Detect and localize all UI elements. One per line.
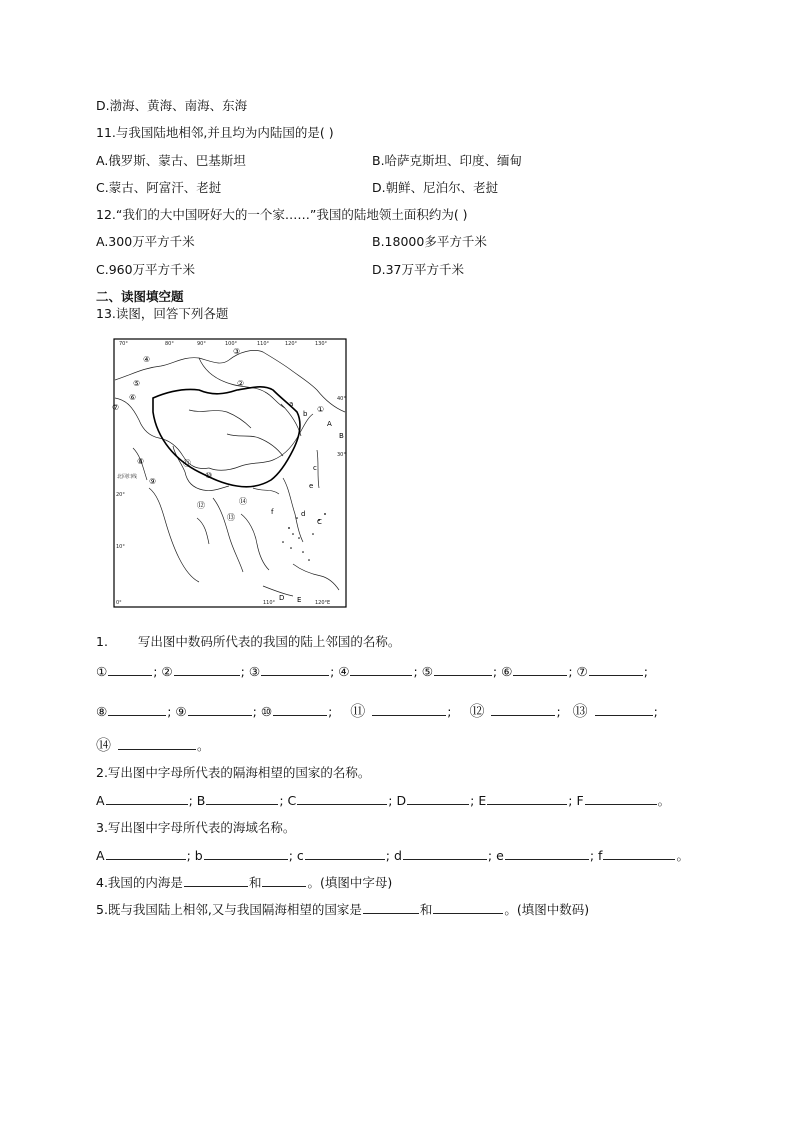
part1-row2 xyxy=(96,703,658,720)
map-letter-b: b xyxy=(303,410,308,418)
map-letter-e: e xyxy=(309,482,314,490)
deg-label: 10° xyxy=(116,544,125,550)
blank-label-D: D xyxy=(396,793,407,808)
answer-blank-sea-A[interactable] xyxy=(106,847,186,860)
map-label-1: ① xyxy=(317,405,325,414)
deg-label: 70° xyxy=(119,341,128,347)
blank-label-sea-d: d xyxy=(393,848,402,863)
blank-label-sea-b: b xyxy=(194,848,203,863)
blank-label-3: ③ xyxy=(248,664,261,679)
answer-blank-4[interactable] xyxy=(350,663,412,676)
q11-option-d: D.朝鲜、尼泊尔、老挝 xyxy=(372,180,499,195)
deg-label: 0° xyxy=(116,600,122,606)
separator: ; xyxy=(186,848,191,863)
deg-label: 40° xyxy=(337,396,346,402)
part1-number: 1. xyxy=(96,634,108,649)
blank-label-sea-f: f xyxy=(598,848,603,863)
deg-label: 110° xyxy=(257,341,270,347)
answer-blank-14[interactable] xyxy=(118,737,196,750)
part4-and: 和 xyxy=(248,875,262,890)
blank-label-B: B xyxy=(196,793,206,808)
deg-label: 120°E xyxy=(315,600,331,606)
part5-post: 。(填图中数码) xyxy=(504,902,590,917)
answer-blank-sea-b[interactable] xyxy=(204,847,288,860)
blank-label-7: ⑦ xyxy=(576,664,588,679)
separator: ; xyxy=(492,664,498,679)
answer-blank-12[interactable] xyxy=(491,703,555,716)
answer-blank-6[interactable] xyxy=(513,663,567,676)
separator: ; xyxy=(188,793,193,808)
answer-blank-C[interactable] xyxy=(297,792,387,805)
answer-blank-sea-f[interactable] xyxy=(603,847,675,860)
answer-blank-E[interactable] xyxy=(487,792,567,805)
map-letter-C: C xyxy=(317,518,322,526)
separator: ; xyxy=(288,848,293,863)
deg-label: 130° xyxy=(315,341,328,347)
q12-option-b: B.18000多平方千米 xyxy=(372,234,487,249)
blank-label-A: A xyxy=(96,793,105,808)
deg-label: 30° xyxy=(337,452,346,458)
map-letter-d: d xyxy=(301,510,306,518)
map-label-7: ⑦ xyxy=(112,403,120,412)
map-label-13: ⑬ xyxy=(227,513,235,522)
q13-part2-prompt: 2.写出图中字母所代表的隔海相望的国家的名称。 xyxy=(96,765,371,780)
section-title: 二、读图填空题 xyxy=(96,289,184,304)
q12-option-a: A.300万平方千米 xyxy=(96,234,195,249)
map-label-4: ④ xyxy=(143,355,151,364)
answer-blank-3[interactable] xyxy=(261,663,329,676)
map-letter-A: A xyxy=(327,420,332,428)
blank-label-E: E xyxy=(478,793,487,808)
map-label-9: ⑨ xyxy=(149,477,157,486)
part5-and: 和 xyxy=(419,902,433,917)
q11-option-c: C.蒙古、阿富汗、老挝 xyxy=(96,180,222,195)
separator: ; xyxy=(153,664,158,679)
q12-stem: 12.“我们的大中国呀好大的一个家……”我国的陆地领土面积约为( ) xyxy=(96,207,468,222)
separator: ; xyxy=(556,704,561,719)
map-label-11: ⑪ xyxy=(183,459,191,468)
period: 。 xyxy=(197,738,210,753)
map-label-5: ⑤ xyxy=(133,379,141,388)
blank-label-13: ⑬ xyxy=(572,702,588,720)
deg-label: 100° xyxy=(225,341,238,347)
map-letter-c: c xyxy=(313,464,317,472)
deg-label: 20° xyxy=(116,492,125,498)
separator: ; xyxy=(385,848,390,863)
asia-neighbors-map xyxy=(113,338,347,608)
map-label-12: ⑫ xyxy=(197,501,205,510)
deg-label: 120° xyxy=(285,341,298,347)
separator: ; xyxy=(589,848,595,863)
answer-blank-sea-c[interactable] xyxy=(305,847,385,860)
q13-stem: 13.读图，回答下列各题 xyxy=(96,306,229,321)
blank-label-5: ⑤ xyxy=(421,664,433,679)
blank-label-12: ⑫ xyxy=(469,702,485,720)
blank-label-sea-e: e xyxy=(496,848,504,863)
answer-blank-7[interactable] xyxy=(589,663,643,676)
answer-blank-inland-sea-2[interactable] xyxy=(262,874,306,887)
blank-label-C: C xyxy=(287,793,297,808)
answer-blank-9[interactable] xyxy=(188,703,252,716)
deg-label: 110° xyxy=(263,600,276,606)
map-figure xyxy=(113,338,347,608)
separator: ; xyxy=(279,793,284,808)
q11-option-a: A.俄罗斯、蒙古、巴基斯坦 xyxy=(96,153,246,168)
answer-blank-both-1[interactable] xyxy=(363,901,419,914)
answer-blank-D[interactable] xyxy=(407,792,469,805)
separator: ; xyxy=(447,704,452,719)
tropic-label: 北回归线 xyxy=(117,474,138,480)
answer-blank-2[interactable] xyxy=(174,663,240,676)
part3-row xyxy=(96,847,689,864)
period: 。 xyxy=(676,848,689,863)
q13-part3-prompt: 3.写出图中字母所代表的海域名称。 xyxy=(96,820,296,835)
separator: ; xyxy=(167,704,172,719)
map-label-6: ⑥ xyxy=(129,393,137,402)
q12-option-d: D.37万平方千米 xyxy=(372,262,465,277)
answer-blank-F[interactable] xyxy=(585,792,657,805)
part5-pre: 5.既与我国陆上相邻,又与我国隔海相望的国家是 xyxy=(96,902,362,917)
blank-label-9: ⑨ xyxy=(175,704,187,719)
blank-label-10: ⑩ xyxy=(260,704,273,719)
answer-blank-inland-sea-1[interactable] xyxy=(184,874,248,887)
part1-text: 写出图中数码所代表的我国的陆上邻国的名称。 xyxy=(137,634,401,649)
q12-option-c: C.960万平方千米 xyxy=(96,262,196,277)
separator: ; xyxy=(330,664,335,679)
blank-label-sea-c: c xyxy=(296,848,304,863)
part1-row1 xyxy=(96,663,648,680)
separator: ; xyxy=(240,664,245,679)
answer-blank-sea-d[interactable] xyxy=(403,847,487,860)
map-label-14: ⑭ xyxy=(239,497,247,506)
part2-row xyxy=(96,792,670,809)
blank-label-11: ⑪ xyxy=(350,702,366,720)
answer-blank-both-2[interactable] xyxy=(433,901,503,914)
q13-part5 xyxy=(96,901,589,918)
blank-label-14: ⑭ xyxy=(96,736,112,754)
answer-blank-B[interactable] xyxy=(206,792,278,805)
map-label-3: ③ xyxy=(233,347,241,356)
separator: ; xyxy=(653,704,658,719)
answer-blank-13[interactable] xyxy=(595,703,653,716)
q13-part1-prompt xyxy=(96,634,400,650)
separator: ; xyxy=(568,664,573,679)
separator: ; xyxy=(388,793,393,808)
separator: ; xyxy=(252,704,257,719)
answer-blank-5[interactable] xyxy=(434,663,492,676)
answer-blank-A[interactable] xyxy=(106,792,188,805)
deg-label: 80° xyxy=(165,341,174,347)
separator: ; xyxy=(328,704,333,719)
period: 。 xyxy=(657,793,671,808)
map-letter-E: E xyxy=(297,596,302,604)
blank-label-1: ① xyxy=(96,664,108,679)
blank-label-4: ④ xyxy=(338,664,350,679)
separator: ; xyxy=(568,793,573,808)
blank-label-F: F xyxy=(576,793,584,808)
map-letter-B: B xyxy=(339,432,344,440)
blank-label-sea-A: A xyxy=(96,848,105,863)
map-letter-D: D xyxy=(279,594,285,602)
separator: ; xyxy=(643,664,648,679)
q11-option-b: B.哈萨克斯坦、印度、缅甸 xyxy=(372,153,523,168)
answer-blank-1[interactable] xyxy=(108,663,152,676)
map-label-8: ⑧ xyxy=(137,457,145,466)
part4-pre: 4.我国的内海是 xyxy=(96,875,183,890)
map-letter-f: f xyxy=(271,508,274,516)
blank-label-2: ② xyxy=(161,664,173,679)
separator: ; xyxy=(413,664,418,679)
map-label-10: ⑩ xyxy=(205,471,213,480)
answer-blank-8[interactable] xyxy=(108,703,166,716)
deg-label: 90° xyxy=(197,341,206,347)
separator: ; xyxy=(487,848,493,863)
separator: ; xyxy=(470,793,475,808)
q11-stem: 11.与我国陆地相邻,并且均为内陆国的是( ) xyxy=(96,125,334,140)
part1-row3 xyxy=(96,737,210,754)
blank-label-8: ⑧ xyxy=(96,704,108,719)
map-letter-a: a xyxy=(289,400,294,408)
blank-label-6: ⑥ xyxy=(501,664,513,679)
answer-blank-10[interactable] xyxy=(273,703,327,716)
q10-option-d: D.渤海、黄海、南海、东海 xyxy=(96,98,248,113)
map-label-2: ② xyxy=(237,379,245,388)
answer-blank-11[interactable] xyxy=(372,703,446,716)
part4-post: 。(填图中字母) xyxy=(307,875,393,890)
answer-blank-sea-e[interactable] xyxy=(505,847,589,860)
q13-part4 xyxy=(96,874,392,891)
